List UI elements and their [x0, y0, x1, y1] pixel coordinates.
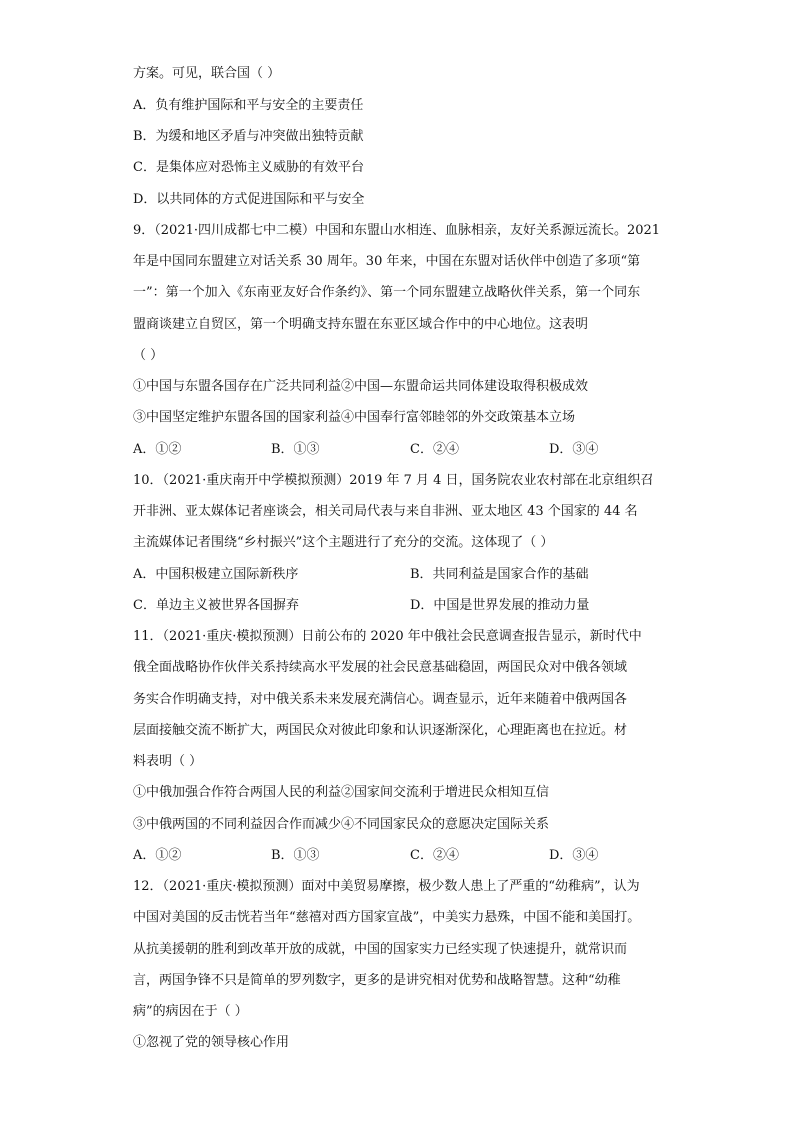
q11-option-d: D．③④ [549, 848, 599, 863]
q9-option-c: C．②④ [410, 442, 459, 457]
q11-stem-line: 俄全面战略协作伙伴关系持续高水平发展的社会民意基础稳固，两国民众对中俄各领域 [133, 660, 628, 675]
q9-stem-line: 9．（2021·四川成都七中二模）中国和东盟山水相连、血脉相亲，友好关系源远流长。2021 [133, 223, 661, 238]
q10-stem-line: 主流媒体记者围绕“乡村振兴”这个主题进行了充分的交流。这体现了（ ） [133, 535, 554, 550]
q9-statements-line: ①中国与东盟各国存在广泛共同利益②中国—东盟命运共同体建设取得积极成效 [133, 379, 589, 394]
q10-option-d: D．中国是世界发展的推动力量 [410, 598, 590, 613]
q11-option-b: B．①③ [271, 848, 320, 863]
q11-stem-line: 层面接触交流不断扩大，两国民众对彼此印象和认识逐渐深化，心理距离也在拉近。材 [133, 723, 628, 738]
q9-statements-line: ③中国坚定维护东盟各国的国家利益④中国奉行富邻睦邻的外交政策基本立场 [133, 410, 576, 425]
q8-option-b: B．为缓和地区矛盾与冲突做出独特贡献 [133, 129, 364, 144]
q9-stem-line: 年是中国同东盟建立对话关系 30 周年。30 年来，中国在东盟对话伙伴中创造了多项“第 [133, 254, 641, 269]
q11-option-c: C．②④ [410, 848, 459, 863]
q12-stem-line: 中国对美国的反击恍若当年“慈禧对西方国家宣战”，中美实力悬殊，中国不能和美国打。 [133, 910, 641, 925]
q11-stem-line: 11．（2021·重庆·模拟预测）日前公布的 2020 年中俄社会民意调查报告显示，新时代中 [133, 629, 642, 644]
q12-stem-line: 言，两国争锋不只是简单的罗列数字，更多的是讲究相对优势和战略智慧。这种“幼稚 [133, 973, 621, 988]
q9-option-a: A．①② [133, 442, 182, 457]
q12-statements-line: ①忽视了党的领导核心作用 [133, 1035, 290, 1050]
q8-stem-tail: 方案。可见，联合国（ ） [133, 66, 281, 81]
q12-stem-line: 12．（2021·重庆·模拟预测）面对中美贸易摩擦，极少数人患上了严重的“幼稚病”，认为 [133, 879, 640, 894]
q11-option-a: A．①② [133, 848, 182, 863]
q12-stem-line: 从抗美援朝的胜利到改革开放的成就，中国的国家实力已经实现了快速提升，就常识而 [133, 942, 628, 957]
q10-option-c: C．单边主义被世界各国摒弃 [133, 598, 299, 613]
q10-stem-line: 开非洲、亚太媒体记者座谈会，相关司局代表与来自非洲、亚太地区 43 个国家的 44 名 [133, 504, 638, 519]
q10-option-a: A．中国积极建立国际新秩序 [133, 567, 299, 582]
q11-statements-line: ①中俄加强合作符合两国人民的利益②国家间交流利于增进民众相知互信 [133, 785, 550, 800]
q9-answer-bracket: （ ） [133, 348, 164, 363]
q10-stem-line: 10．（2021·重庆南开中学模拟预测）2019 年 7 月 4 日，国务院农业农村部在北京组织召 [133, 473, 654, 488]
q9-stem-line: 盟商谈建立自贸区，第一个明确支持东盟在东亚区域合作中的中心地位。这表明 [133, 317, 589, 332]
q11-answer-bracket: 料表明（ ） [133, 754, 203, 769]
q11-stem-line: 务实合作明确支持，对中俄关系未来发展充满信心。调查显示，近年来随着中俄两国各 [133, 692, 628, 707]
q9-option-b: B．①③ [271, 442, 320, 457]
q9-option-d: D．③④ [549, 442, 599, 457]
q11-statements-line: ③中俄两国的不同利益因合作而减少④不同国家民众的意愿决定国际关系 [133, 817, 550, 832]
q12-answer-bracket: 病”的病因在于（ ） [133, 1004, 248, 1019]
q8-option-a: A．负有维护国际和平与安全的主要责任 [133, 98, 364, 113]
q8-option-d: D．以共同体的方式促进国际和平与安全 [133, 192, 365, 207]
q9-stem-line: 一”：第一个加入《东南亚友好合作条约》、第一个同东盟建立战略伙伴关系，第一个同东 [133, 285, 641, 300]
q8-option-c: C．是集体应对恐怖主义威胁的有效平台 [133, 160, 364, 175]
q10-option-b: B．共同利益是国家合作的基础 [410, 567, 589, 582]
